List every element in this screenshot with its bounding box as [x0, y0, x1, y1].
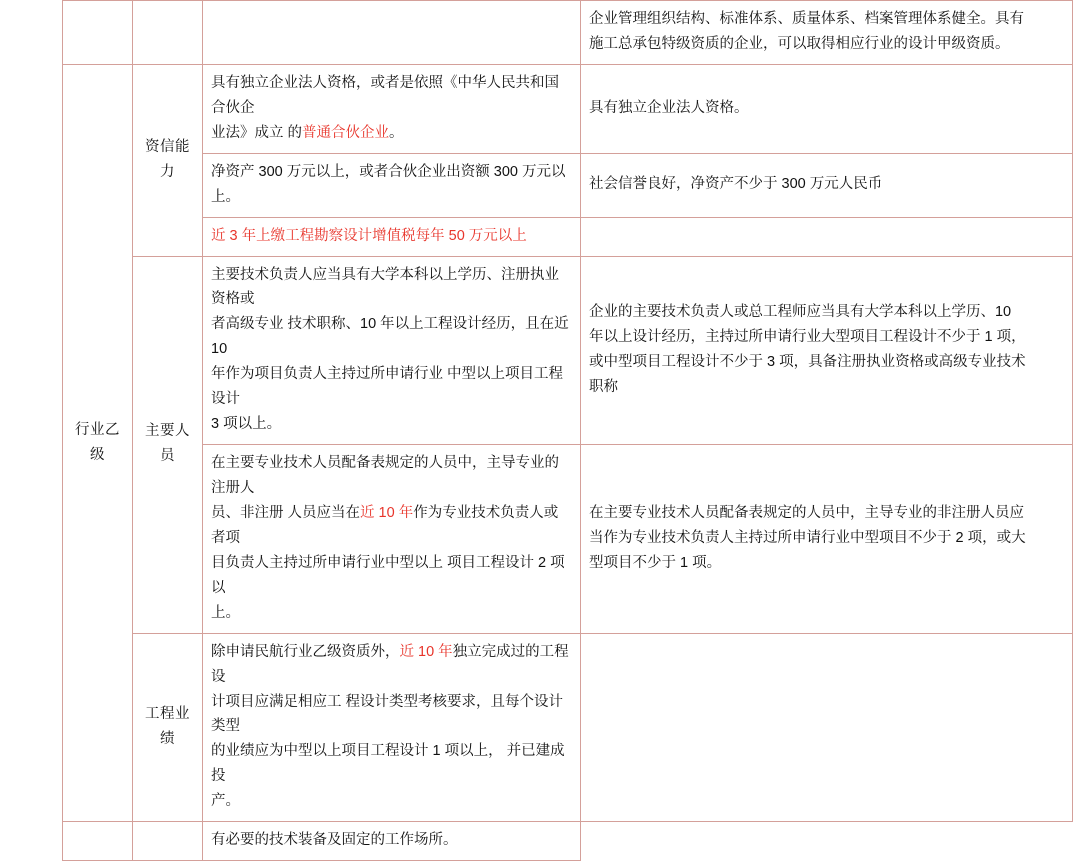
text-span: 。: [389, 124, 404, 141]
cell-personnel-b-1: [581, 256, 1073, 445]
text-line: 产。: [211, 793, 240, 810]
text-span: 独立完成过的工程设: [211, 643, 569, 685]
text-line: 型项目不少于 1 项。: [589, 554, 722, 571]
text-span: 员、非注册 人员应当在: [211, 504, 361, 521]
text-line: 企业管理组织结构、标准体系、质量体系、档案管理体系健全。具有: [589, 11, 1024, 27]
cell-equipment-a: [133, 822, 203, 861]
table-row: [63, 217, 1073, 256]
text-highlight: 近 10 年: [360, 504, 414, 521]
text-line: 3 项以上。: [211, 416, 282, 433]
table-row: [63, 256, 1073, 445]
cell-subcategory-credit-capability: 资信能力: [133, 64, 203, 256]
text-span: 除申请民航行业乙级资质外，: [211, 643, 400, 660]
text-line: 净资产 300 万元以上，或者合伙企业出资额 300 万元以: [211, 163, 566, 180]
cell-credit-a-2: [203, 153, 581, 217]
cell-personnel-b-2: [581, 445, 1073, 634]
table-row: [63, 153, 1073, 217]
text-line: 施工总承包特级资质的企业，可以取得相应行业的设计甲级资质。: [589, 35, 1010, 52]
cell-credit-a-3: [203, 217, 581, 256]
text-line: 上。: [211, 604, 240, 621]
cell-col-b-top: [581, 1, 1073, 65]
text-line: 年以上设计经历，主持过所申请行业大型项目工程设计不少于 1 项，: [589, 328, 1026, 345]
text-line: 上。: [211, 188, 240, 205]
cell-credit-a-1: [203, 64, 581, 153]
qualification-table: [62, 0, 1073, 861]
text-line: 企业的主要技术负责人或总工程师应当具有大学本科以上学历、10: [589, 303, 1012, 320]
text-span: 作为专业技术负责人或者项: [211, 504, 559, 546]
cell-performance-b: [581, 633, 1073, 822]
text-line: 具有独立企业法人资格，或者是依照《中华人民共和国合伙企: [211, 74, 559, 116]
text-line: 职称: [589, 378, 618, 395]
text-line: [211, 121, 572, 146]
cell-col-a-empty-top: [203, 1, 581, 65]
table-row: [63, 633, 1073, 822]
cell-category-industry-grade-b: 行业乙级: [63, 64, 133, 821]
cell-credit-b-1: 具有独立企业法人资格。: [581, 64, 1073, 153]
text-highlight: 近 3 年上缴工程勘察设计增值税每年 50 万元以上: [211, 227, 527, 244]
text-line: 当作为专业技术负责人主持过所申请行业中型项目不少于 2 项，或大: [589, 529, 1026, 546]
text-span: 业法》成立 的: [211, 124, 303, 141]
text-highlight: 近 10 年: [399, 643, 453, 660]
table-row: [63, 445, 1073, 634]
text-line: 主要技术负责人应当具有大学本科以上学历、注册执业资格或: [211, 266, 559, 308]
cell-subcategory-empty-top: [133, 1, 203, 65]
cell-credit-b-2: 社会信誉良好，净资产不少于 300 万元人民币: [581, 153, 1073, 217]
cell-performance-a: [203, 633, 581, 822]
text-line: 计项目应满足相应工 程设计类型考核要求，且每个设计类型: [211, 693, 564, 735]
text-line: 者高级专业 技术职称、10 年以上工程设计经历，且在近 10: [211, 316, 569, 358]
text-line: 目负责人主持过所申请行业中型以上 项目工程设计 2 项以: [211, 554, 565, 596]
cell-subcategory-key-personnel: 主要人员: [133, 256, 203, 633]
text-line: 在主要专业技术人员配备表规定的人员中，主导专业的注册人: [211, 455, 559, 496]
cell-credit-b-3: [581, 217, 1073, 256]
cell-personnel-a-2: [203, 445, 581, 634]
cell-personnel-a-1: [203, 256, 581, 445]
text-line: [211, 640, 572, 690]
table-row: [63, 64, 1073, 153]
cell-subcategory-project-performance: 工程业绩: [133, 633, 203, 822]
text-line: 年作为项目负责人主持过所申请行业 中型以上项目工程设计: [211, 366, 564, 408]
table-row: [63, 1, 1073, 65]
cell-category-empty-top: [63, 1, 133, 65]
text-line: 或中型项目工程设计不少于 3 项，具备注册执业资格或高级专业技术: [589, 353, 1026, 370]
text-line: [211, 501, 572, 551]
text-line: 的业绩应为中型以上项目工程设计 1 项以上， 并已建成投: [211, 743, 565, 785]
text-line: 在主要专业技术人员配备表规定的人员中，主导专业的非注册人员应: [589, 504, 1024, 521]
text-highlight: 普通合伙企业: [302, 124, 390, 141]
cell-subcategory-empty-bottom: [63, 822, 133, 861]
table-row: [63, 822, 1073, 861]
cell-equipment-b: 有必要的技术装备及固定的工作场所。: [203, 822, 581, 861]
